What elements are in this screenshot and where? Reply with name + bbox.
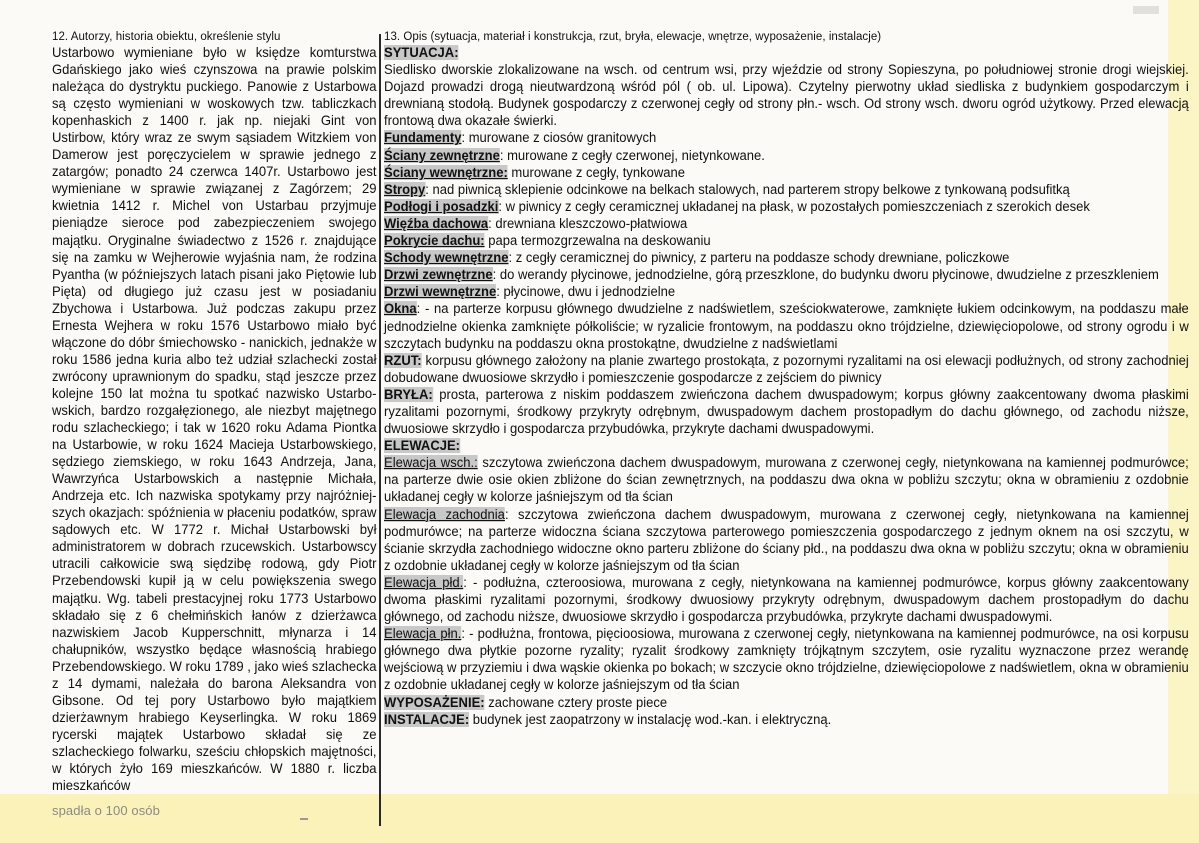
spec-label: Schody wewnętrzne	[384, 250, 509, 266]
sytuacja-section	[384, 44, 1189, 129]
spec-row	[384, 129, 1189, 146]
rzut-section	[384, 352, 1189, 386]
wyposazenie-text: zachowane cztery proste piece	[484, 694, 668, 710]
elewacja-item	[384, 454, 1189, 505]
elewacja-item	[384, 574, 1189, 625]
elewacja-item	[384, 625, 1189, 693]
rzut-text: korpusu głównego założony na planie zwartego prostokąta, z pozornymi ryzalitami na osi elewacji podłużnych, od strony zachodniej dobudowane dwuosiowe skrzydło i pomieszczenie gospodarcze z zejściem do piwnicy	[384, 352, 1189, 385]
spec-row	[384, 283, 1189, 300]
wyposazenie-label: WYPOSAŻENIE:	[384, 694, 485, 710]
okna-text: : - na parterze korpusu głównego dwudzielne z nadświetlem, sześciokwaterowe, zamknięte łukiem odcinkowym, na poddaszu małe jednodzielne okienka zamknięte półkoliście; w ryzalicie frontowym, na poddaszu okno trójdzielne, dziewięciopolowe, od strony ogrodu i w szczytach budynku na poddaszu okna prostokątne, dwudzielne z nadświetlami	[384, 301, 1189, 351]
column-divider	[379, 34, 381, 826]
history-text-continuation: spadła o 100 osób	[52, 803, 160, 818]
description-text	[384, 44, 1189, 728]
elewacja-label: Elewacja płn.	[384, 626, 462, 642]
spec-label: Drzwi zewnętrzne	[384, 267, 493, 283]
spec-row	[384, 147, 1189, 164]
spec-label: Drzwi wewnętrzne	[384, 284, 497, 300]
rzut-label: RZUT:	[384, 352, 422, 368]
spec-text: : nad piwnicą sklepienie odcinkowe na belkach stalowych, nad parterem stropy belkowe z tynkowaną podsufitką	[425, 181, 1070, 197]
elewacja-label: Elewacja zachodnia	[384, 506, 505, 522]
spec-text: : murowane z ciosów granitowych	[461, 130, 657, 146]
instalacje-section	[384, 711, 1189, 728]
spec-row	[384, 164, 1189, 181]
history-heading: 12. Autorzy, historia obiektu, określenie stylu	[52, 31, 281, 43]
history-column	[52, 30, 376, 794]
spec-text: : do werandy płycinowe, jednodzielne, górą przeszklone, do budynku dworu płycinowe, dwudzielne z przeszkleniem	[492, 267, 1159, 283]
spec-label: Stropy	[384, 181, 426, 197]
bottom-mark	[300, 818, 308, 820]
spec-text: murowane z cegły, tynkowane	[507, 164, 685, 180]
spec-label: Fundamenty	[384, 130, 462, 146]
instalacje-text: budynek jest zaopatrzony w instalację wod.-kan. i elektryczną.	[469, 711, 832, 727]
instalacje-label: INSTALACJE:	[384, 711, 470, 727]
description-column	[384, 30, 1190, 728]
spec-label: Podłogi i posadzki	[384, 198, 499, 214]
spec-row	[384, 249, 1189, 266]
spec-text: : drewniana kleszczowo-płatwiowa	[488, 215, 688, 231]
spec-label: Pokrycie dachu:	[384, 233, 485, 249]
spec-text: : płycinowe, dwu i jednodzielne	[496, 284, 676, 300]
elewacje-label: ELEWACJE:	[384, 438, 461, 454]
bryla-text: prosta, parterowa z niskim poddaszem zwieńczona dachem dwuspadowym; korpus główny zaakcentowany dwoma płaskimi ryzalitami pozornymi, środkowy przykryty odrębnym, dwuspadowym dachem prostopadłym do dachu głównego, od zachodu niższe, dwuosiowe skrzydło i gospodarcza przybudówka, przykryte dachami dwuspadowymi.	[384, 386, 1189, 437]
okna-label: Okna	[384, 301, 417, 317]
sytuacja-label: SYTUACJA:	[384, 45, 459, 60]
bryla-label: BRYŁA:	[384, 386, 433, 402]
elewacja-text: szczytowa zwieńczona dachem dwuspadowym, murowana z czerwonej cegły, nietynkowana na kamiennej podmurówce; na parterze dwie osie okien zbliżone do ścian zewnętrznych, na poddaszu dwa okna w pobliżu szczytu; okna w obramieniu z ozdobnie układanej cegły w kolorze jaśniejszym od tła ścian	[384, 455, 1189, 505]
spec-row	[384, 266, 1189, 283]
wyposazenie-section	[384, 694, 1189, 711]
spec-text: : w piwnicy z cegły ceramicznej układanej na płask, w pozostałych pomieszczeniach z szerokich desek	[498, 198, 1090, 214]
spec-row	[384, 215, 1189, 232]
spec-row	[384, 232, 1189, 249]
spec-text: papa termozgrzewalna na deskowaniu	[484, 233, 711, 249]
elewacja-text: : - podłużna, czteroosiowa, murowana z cegły, nietynkowana na kamiennej podmurówce, korpus główny zaakcentowany dwoma płaskimi ryzalitami pozornymi, środkowy dwuosiowy przykryty odrębnym, dwuspadowym dachem prostopadłym do dachu głównego, od zachodu niższe, dwuosiowe skrzydło i gospodarcza przybudówka, przykryte dachami dwuspadowymi.	[384, 574, 1189, 625]
elewacja-item	[384, 506, 1189, 574]
spec-label: Więźba dachowa	[384, 215, 489, 231]
spec-text: : z cegły ceramicznej do piwnicy, z parteru na poddasze schody drewniane, policzkowe	[508, 250, 1010, 266]
elewacja-label: Elewacja wsch.:	[384, 455, 478, 471]
elewacja-text: : szczytowa zwieńczona dachem dwuspadowym, murowana z czerwonej cegły, nietynkowana na kamiennej podmurówce; na parterze widoczna ściana szczytowa parterowego pomieszczenia gospodarczego z jednym oknem na osi szczytu, w ścianie skrzydła zachodniego widoczne okno parteru zbliżone do ściany płd., na poddaszu dwa okna w pobliżu szczytu; okna w obramieniu z ozdobnie układanej cegły w kolorze jaśniejszym od tła ścian	[384, 506, 1189, 573]
spec-text: : murowane z cegły czerwonej, nietynkowane.	[499, 147, 765, 163]
corner-mark	[1133, 6, 1159, 14]
bryla-section	[384, 386, 1189, 437]
spec-row	[384, 181, 1189, 198]
bottom-margin-strip	[0, 794, 1199, 843]
elewacja-text: : - podłużna, frontowa, pięcioosiowa, murowana z czerwonej cegły, nietynkowana na kamiennej podmurówce, na osi korpusu głównego dwa płytkie pozorne ryzality; ryzalit środkowy zamknięty trójkątnym szczytem, osie ryzalitu wyznaczone przez werandę wejściową w przyziemiu i dwa wąskie okienka po bokach; w szczycie okno trójdzielne, dziewięciopolowe z nadświetlem, okna w obramieniu z ozdobnie układanej cegły w kolorze jaśniejszym od tła ścian	[384, 626, 1189, 693]
elewacje-heading	[384, 437, 1189, 454]
description-heading: 13. Opis (sytuacja, materiał i konstrukcja, rzut, bryła, elewacje, wnętrze, wyposażenie, instalacje)	[384, 31, 882, 43]
spec-label: Ściany zewnętrzne	[384, 147, 500, 163]
okna-section	[384, 300, 1189, 351]
sytuacja-text: Siedlisko dworskie zlokalizowane na wsch. od centrum wsi, przy wjeździe od strony Sopieszyna, po południowej stronie drogi wiejskiej. Dojazd prowadzi drogą nieutwardzoną wśród pól ( ob. ul. Lipowa). Czytelny pierwotny układ siedliska z budynkiem gospodarczym i drewnianą stodołą. Budynek gospodarczy z czerwonej cegły od strony płn.- wsch. Od strony wsch. dworu ogród użytkowy. Przed elewacją frontową dwa okazałe świerki.	[384, 62, 1189, 129]
elewacja-label: Elewacja płd.	[384, 574, 464, 590]
spec-label: Ściany wewnętrzne:	[384, 164, 508, 180]
spec-row	[384, 198, 1189, 215]
history-text: Ustarbowo wymieniane było w księdze komturstwa Gdańskiego jako wieś czynszowa na prawie polskim należąca do dystryktu puckiego. Panowie z Ustarbowa są często wymieniani w woskowych tzw. tabliczkach kopenhaskich z 1400 r. jak np. niejaki Gint von Ustirbow, który wraz ze swym sąsiadem Witzkiem von Damerow jest poręczycielem w sprawie jednego z zatargów; ponadto 24 czerwca 1407r. Ustarbowo jest wymieniane w sprawie związanej z Zagórzem; 29 kwietnia 1412 r. Michel von Ustarbau przyjmuje pieniądze sieroce pod zabezpieczeniem swojego majątku. Oryginalne świadectwo z 1526 r. znajdujące się na zamku w Wejherowie wyjaśnia nam, że rodzina Pyantha (w późniejszych latach pisani jako Piętowie lub Pięta) od długiego już czasu jest w posiadaniu Zbychowa i Ustarbowa. Już podczas zakupu przez Ernesta Wejhera w roku 1576 Ustarbowo miało być włączone do dóbr śmiechowsko - nanickich, jednakże w roku 1586 jedna kuria albo też udział szlachecki został zwrócony uprawnionym do spadku, stąd jeszcze przez kolejne 150 lat można tu spotkać nazwisko Ustarbo-wskich, bardzo rozgałęzionego, ale niezbyt majętnego rodu szlacheckiego; i tak w 1620 roku Adama Piontka na Ustarbowie, w roku 1624 Macieja Ustarbowskiego, sędziego ziemskiego, w roku 1643 Andrzeja, Jana, Wawrzyńca Ustarbowskich a następnie Michała, Andrzeja etc. Ich nazwiska spotykamy przy najróżniej-szych okazjach: spóźnienia w płaceniu podatków, spraw sądowych etc. W 1772 r. Michał Ustarbowski był administratorem w dobrach rzucewskich. Ustarbowscy utracili całkowicie swą siędzibę rodową, gdy Piotr Przebendowski kupił ją w celu powiększenia swego majątku. Wg. tabeli prestacyjnej roku 1773 Ustarbowo składało się z 6 chełmińskich łanów z dzierżawca nazwiskiem Jacob Kupperschnitt, młynarza i 14 chałupników, wszystko będące własnością hrabiego Przebendowskiego. W roku 1789 , jako wieś szlachecka z 14 dymami, należała do barona Aleksandra von Gibsone. Od tej pory Ustarbowo było majątkiem dzierżawnym hrabiego Keyserlingka. W roku 1869 rycerski majątek Ustarbowo składał się ze szlacheckiego folwarku, sześciu chłopskich majętności, w których żyło 169 mieszkańców. W 1880 r. liczba mieszkańców	[52, 45, 377, 794]
